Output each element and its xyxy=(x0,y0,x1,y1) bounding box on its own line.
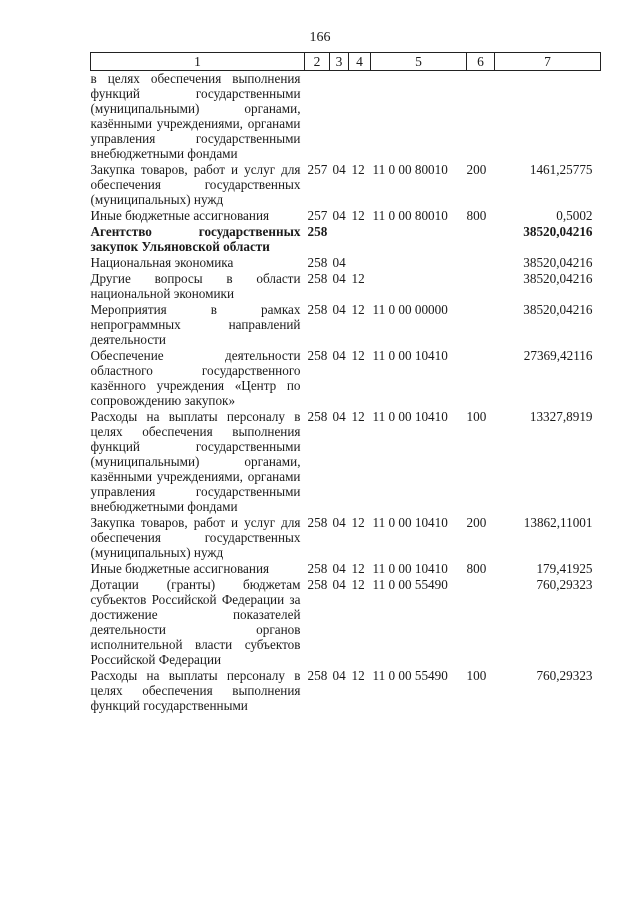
table-row xyxy=(91,577,601,668)
subsection-code: 12 xyxy=(351,409,365,424)
target-article-code xyxy=(371,224,467,255)
admin-code: 258 xyxy=(307,348,328,363)
admin-code: 258 xyxy=(307,271,328,286)
section-code: 04 xyxy=(332,515,346,530)
table-row xyxy=(91,255,601,271)
target-article-code: 11 0 00 10410 xyxy=(372,515,448,530)
column-header: 3 xyxy=(330,53,349,71)
table-row xyxy=(91,208,601,224)
expense-type-code: 200 xyxy=(466,515,487,530)
admin-code: 258 xyxy=(307,668,328,683)
expense-type-code xyxy=(467,224,495,255)
admin-code: 257 xyxy=(307,162,328,177)
subsection-code xyxy=(349,224,371,255)
section-code xyxy=(330,224,349,255)
expense-type-code xyxy=(467,577,495,668)
subsection-code: 12 xyxy=(351,302,365,317)
amount: 38520,04216 xyxy=(523,255,593,270)
target-article-code xyxy=(371,71,467,163)
admin-code: 258 xyxy=(307,515,328,530)
column-header: 2 xyxy=(305,53,330,71)
expense-type-code: 200 xyxy=(466,162,487,177)
table-row xyxy=(91,224,601,255)
section-code: 04 xyxy=(332,668,346,683)
table-row xyxy=(91,162,601,208)
section-code: 04 xyxy=(332,561,346,576)
expense-type-code: 100 xyxy=(466,668,487,683)
amount: 1461,25775 xyxy=(529,162,593,177)
target-article-code: 11 0 00 00000 xyxy=(372,302,448,317)
table-row xyxy=(91,71,601,163)
table-body xyxy=(91,71,601,715)
table-row xyxy=(91,561,601,577)
subsection-code: 12 xyxy=(351,348,365,363)
row-description: Иные бюджетные ассигнования xyxy=(90,208,270,223)
row-description: Расходы на выплаты персоналу в целях обеспечения выполнения функций государственными xyxy=(90,668,301,713)
section-code: 04 xyxy=(332,162,346,177)
admin-code: 258 xyxy=(307,561,328,576)
row-description: Дотации (гранты) бюджетам субъектов Российской Федерации за достижение показателей деятельности органов исполнительной власти субъектов Российской Федерации xyxy=(90,577,301,667)
target-article-code xyxy=(371,255,467,271)
section-code: 04 xyxy=(332,577,346,592)
budget-table-wrapper xyxy=(90,52,600,714)
subsection-code xyxy=(349,255,371,271)
admin-code: 258 xyxy=(307,224,328,239)
amount: 27369,42116 xyxy=(523,348,593,363)
amount: 38520,04216 xyxy=(523,224,593,239)
section-code xyxy=(330,71,349,163)
section-code: 04 xyxy=(332,271,346,286)
row-description: Расходы на выплаты персоналу в целях обеспечения выполнения функций государственными (муниципальными) органами, казёнными учреждениями, органами управления государственными внебюджетными фондами xyxy=(90,409,301,514)
row-description: Закупка товаров, работ и услуг для обеспечения государственных (муниципальных) нужд xyxy=(90,515,301,560)
amount: 179,41925 xyxy=(536,561,593,576)
row-description: Обеспечение деятельности областного государственного казённого учреждения «Центр по сопровождению закупок» xyxy=(90,348,301,408)
admin-code: 258 xyxy=(307,302,328,317)
target-article-code: 11 0 00 80010 xyxy=(372,162,448,177)
table-row xyxy=(91,348,601,409)
column-header: 1 xyxy=(91,53,305,71)
section-code: 04 xyxy=(332,255,346,270)
expense-type-code: 800 xyxy=(466,561,487,576)
section-code: 04 xyxy=(332,302,346,317)
table-row xyxy=(91,302,601,348)
row-description: в целях обеспечения выполнения функций государственными (муниципальными) органами, казёнными учреждениями, органами управления государственными внебюджетными фондами xyxy=(90,71,301,161)
column-header: 4 xyxy=(349,53,371,71)
expense-type-code xyxy=(467,255,495,271)
amount: 13862,11001 xyxy=(523,515,593,530)
amount: 0,5002 xyxy=(556,208,593,223)
expense-type-code: 100 xyxy=(466,409,487,424)
subsection-code: 12 xyxy=(351,668,365,683)
target-article-code: 11 0 00 10410 xyxy=(372,409,448,424)
column-header: 5 xyxy=(371,53,467,71)
subsection-code: 12 xyxy=(351,561,365,576)
table-row xyxy=(91,515,601,561)
amount xyxy=(495,71,601,163)
page-number: 166 xyxy=(309,30,331,45)
column-header: 6 xyxy=(467,53,495,71)
section-code: 04 xyxy=(332,409,346,424)
row-description: Мероприятия в рамках непрограммных направлений деятельности xyxy=(90,302,301,347)
subsection-code: 12 xyxy=(351,162,365,177)
target-article-code xyxy=(371,271,467,302)
amount: 760,29323 xyxy=(536,577,593,592)
table-header-row xyxy=(91,53,601,71)
target-article-code: 11 0 00 55490 xyxy=(372,577,448,592)
section-code: 04 xyxy=(332,348,346,363)
column-header: 7 xyxy=(495,53,601,71)
admin-code: 258 xyxy=(307,577,328,592)
subsection-code: 12 xyxy=(351,208,365,223)
table-row xyxy=(91,409,601,515)
amount: 38520,04216 xyxy=(523,271,593,286)
row-description: Национальная экономика xyxy=(90,255,234,270)
expense-type-code xyxy=(467,71,495,163)
row-description: Иные бюджетные ассигнования xyxy=(90,561,270,576)
admin-code xyxy=(305,71,330,163)
subsection-code: 12 xyxy=(351,577,365,592)
row-description: Закупка товаров, работ и услуг для обеспечения государственных (муниципальных) нужд xyxy=(90,162,301,207)
table-row xyxy=(91,668,601,714)
amount: 38520,04216 xyxy=(523,302,593,317)
expense-type-code xyxy=(467,348,495,409)
target-article-code: 11 0 00 10410 xyxy=(372,348,448,363)
admin-code: 257 xyxy=(307,208,328,223)
subsection-code: 12 xyxy=(351,515,365,530)
target-article-code: 11 0 00 80010 xyxy=(372,208,448,223)
target-article-code: 11 0 00 10410 xyxy=(372,561,448,576)
amount: 760,29323 xyxy=(536,668,593,683)
target-article-code: 11 0 00 55490 xyxy=(372,668,448,683)
subsection-code: 12 xyxy=(351,271,365,286)
subsection-code xyxy=(349,71,371,163)
row-description: Другие вопросы в области национальной экономики xyxy=(90,271,301,301)
amount: 13327,8919 xyxy=(529,409,593,424)
expense-type-code xyxy=(467,302,495,348)
table-row xyxy=(91,271,601,302)
admin-code: 258 xyxy=(307,409,328,424)
section-code: 04 xyxy=(332,208,346,223)
admin-code: 258 xyxy=(307,255,328,270)
expense-type-code: 800 xyxy=(466,208,487,223)
budget-table xyxy=(90,52,601,714)
row-description: Агентство государственных закупок Ульяновской области xyxy=(90,224,301,254)
expense-type-code xyxy=(467,271,495,302)
